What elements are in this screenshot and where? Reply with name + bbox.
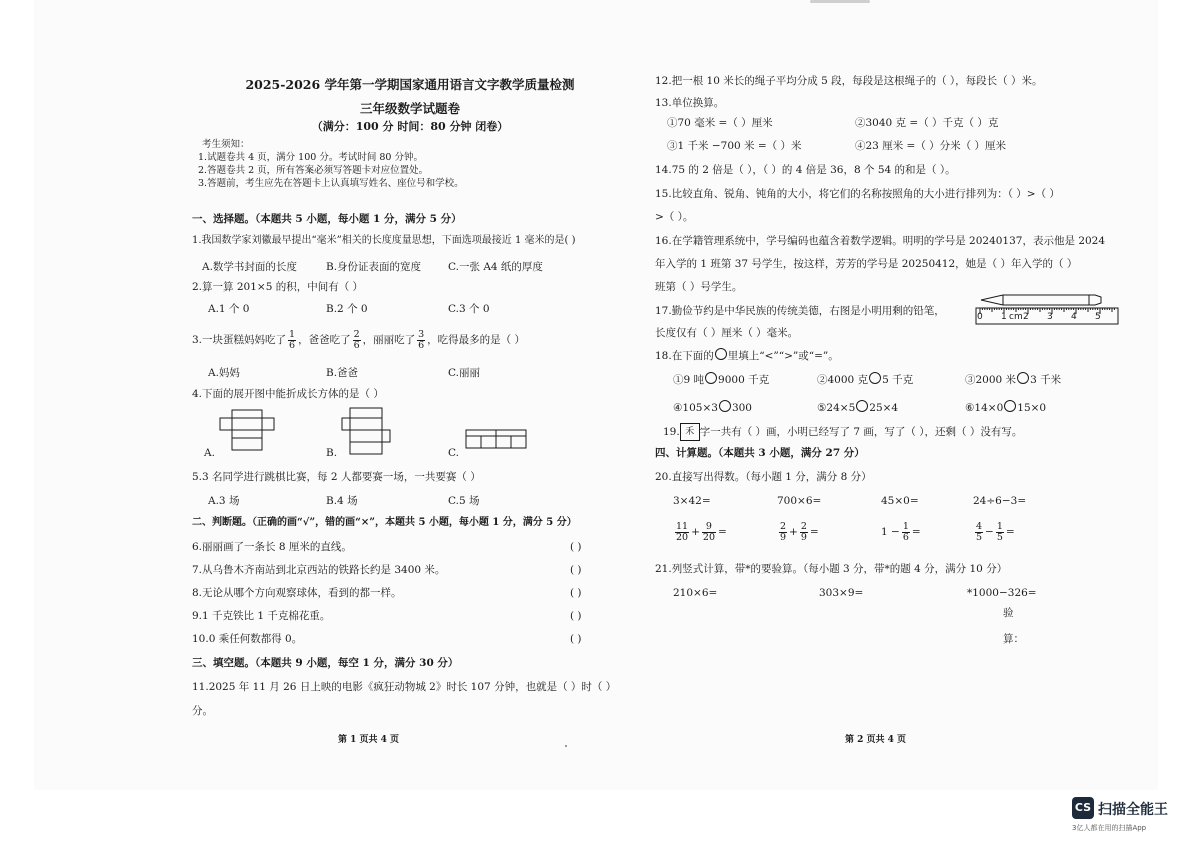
q3-text: ，爸爸吃了 [298,334,351,346]
net-diagram-c [462,428,532,454]
calc-fraction-item: $\frac{2}{9}$ + $\frac{2}{9}$ = [780,520,819,543]
section-choice: 一、选择题。（本题共 5 小题，每小题 1 分，满分 5 分） [192,213,462,225]
section-judge: 二、判断题。（正确的画“√”，错的画“×”，本题共 5 小题，每小题 1 分，满分 5 分） [192,517,577,528]
question-14: 14.75 的 2 倍是（ ），（ ）的 4 倍是 36，8 个 54 的和是（ ）。 [655,164,956,176]
fraction: $\frac{3}{6}$ [418,328,425,351]
pencil-ruler-figure [975,292,1120,326]
q13-item: ②3040 克 =（ ）千克（ ）克 [855,117,999,129]
ruler-label: 1 [1001,312,1007,322]
q3-option-b: B.爸爸 [326,367,359,379]
fraction: $\frac{1}{6}$ [289,328,296,351]
question-18: 18.在下面的 里填上“<”“>”或“=”。 [655,350,839,362]
q3-option-a: A.妈妈 [208,367,240,379]
page-footer: 第 1 页共 4 页 [338,735,400,745]
q3-text: ，丽丽吃了 [362,334,416,346]
question-21: 21.列竖式计算，带*的要验算。（每小题 3 分，带*的题 4 分，满分 10 分） [655,563,1008,575]
q18-item: ②4000 克 5 千克 [817,374,914,386]
scan-speck [565,745,567,747]
calc-item: 3×42= [673,495,711,507]
question-13: 13.单位换算。 [655,97,725,109]
answer-paren: ( ) [570,541,582,553]
vertical-calc-item: 210×6= [673,587,718,599]
circle-blank-icon [856,400,868,412]
q13-item: ①70 毫米 =（ ）厘米 [667,117,773,129]
q1-option-b: B.身份证表面的宽度 [326,261,422,273]
exam-info: （满分：100 分 时间：80 分钟 闭卷） [311,120,509,133]
question-17: 17.勤俭节约是中华民族的传统美德，右图是小明用剩的铅笔， [655,305,945,317]
question-19: 19. 禾 字一共有（ ）画，小明已经写了 7 画，写了（ ），还剩（ ）没有写。 [663,422,1022,442]
q3-text: 3.一块蛋糕妈妈吃了 [192,334,287,346]
circle-blank-icon [715,348,727,360]
q5-option-a: A.3 场 [208,495,240,507]
section-calc: 四、计算题。（本题共 3 小题，满分 27 分） [655,447,865,459]
ruler-unit: cm [1009,312,1023,322]
notice-line: 1.试题卷共 4 页，满分 100 分。考试时间 80 分钟。 [198,152,423,163]
question-11-end: 分。 [192,705,213,717]
vertical-calc-item: 303×9= [819,587,864,599]
q3-text: ，吃得最多的是（ ） [427,334,526,346]
question-11: 11.2025 年 11 月 26 日上映的电影《疯狂动物城 2》时长 107 分钟，也就是（ ）时（ ） [192,681,617,693]
ruler-label: 4 [1071,312,1077,322]
question-2: 2.算一算 201×5 的积，中间有（ ） [192,281,364,293]
notice-line: 2.答题卷共 2 页，所有答案必须写答题卡对应位置处。 [198,165,429,176]
q2-option-b: B.2 个 0 [326,303,368,315]
judge-item: 8.无论从哪个方向观察球体，看到的都一样。 [192,587,402,599]
question-17-line2: 长度仅有（ ）厘米（ ）毫米。 [655,327,799,339]
q1-option-a: A.数学书封面的长度 [202,261,297,273]
judge-item: 9.1 千克铁比 1 千克棉花重。 [192,610,331,622]
answer-paren: ( ) [570,564,582,576]
circle-blank-icon [1004,400,1016,412]
section-fill: 三、填空题。（本题共 9 小题，每空 1 分，满分 30 分） [192,657,459,669]
ruler-label: 3 [1047,312,1053,322]
ruler-label: 0 [977,312,983,322]
judge-item: 7.从乌鲁木齐南站到北京西站的铁路长约是 3400 米。 [192,564,446,576]
q3-option-c: C.丽丽 [448,367,480,379]
ruler-label: 5 [1095,312,1101,322]
q18-item: ⑥14×0 15×0 [965,402,1047,414]
question-1: 1.我国数学家刘徽最早提出“毫米”相关的长度度量思想，下面选项最接近 1 毫米的是( ) [192,235,576,246]
fraction: $\frac{2}{6}$ [353,328,360,351]
circle-blank-icon [1017,372,1029,384]
q13-item: ③1 千米 −700 米 =（ ）米 [667,140,802,152]
judge-item: 10.0 乘任何数都得 0。 [192,633,303,645]
calc-fraction-item: $\frac{11}{20}$ + $\frac{9}{20}$ = [676,520,727,543]
q2-option-c: C.3 个 0 [448,303,490,315]
net-diagram-b [340,406,400,458]
calc-item: 24÷6−3= [973,495,1027,507]
q5-option-c: C.5 场 [448,495,480,507]
scan-edge-mark [810,0,870,3]
vertical-calc-item: *1000−326= [967,587,1037,599]
answer-paren: ( ) [570,633,582,645]
q18-item: ①9 吨 9000 千克 [673,374,770,386]
question-15-end: >（ ）。 [655,211,694,223]
q4-label-a: A. [204,447,215,459]
question-5: 5.3 名同学进行跳棋比赛，每 2 人都要赛一场，一共要赛（ ） [192,471,481,483]
circle-blank-icon [719,400,731,412]
q4-label-b: B. [326,447,338,459]
calc-item: 700×6= [777,495,822,507]
exam-subtitle: 三年级数学试题卷 [359,101,460,116]
notice-line: 3.答题前，考生应先在答题卡上认真填写姓名、座位号和学校。 [198,178,464,189]
ruler-label: 2 [1023,312,1029,322]
q13-item: ④23 厘米 =（ ）分米（ ）厘米 [855,140,1007,152]
question-4: 4.下面的展开图中能折成长方体的是（ ） [192,388,384,400]
calc-fraction-item: 1 − $\frac{1}{6}$ = [881,520,921,543]
notice-heading: 考生须知： [202,139,250,150]
q1-option-c: C.一张 A4 纸的厚度 [448,261,543,273]
question-15: 15.比较直角、锐角、钝角的大小，将它们的名称按照角的大小进行排列为：（ ）>（ ） [655,188,1060,200]
question-20: 20.直接写出得数。（每小题 1 分，满分 8 分） [655,471,872,483]
calc-fraction-item: $\frac{4}{5}$ − $\frac{1}{5}$ = [976,520,1015,543]
cs-logo-icon: CS [1072,797,1094,819]
circle-blank-icon [705,372,717,384]
calc-item: 45×0= [881,495,919,507]
q2-option-a: A.1 个 0 [208,303,250,315]
question-16-line2: 年入学的 1 班第 37 号学生，按这样，芳芳的学号是 20250412，她是（ ）年入学的（ ） [655,258,1078,270]
circle-blank-icon [869,372,881,384]
q4-label-c: C. [448,447,459,459]
watermark-brand: 扫描全能王 [1098,802,1168,818]
check-label: 验 [1003,607,1014,619]
question-16-line3: 班第（ ）号学生。 [655,281,743,293]
judge-item: 6.丽丽画了一条长 8 厘米的直线。 [192,541,352,553]
question-16: 16.在学籍管理系统中，学号编码也蕴含着数学逻辑。明明的学号是 20240137，表示他是 2024 [655,235,1106,247]
check-label: 算： [1003,633,1024,645]
scanner-watermark [1072,797,1182,837]
question-12: 12.把一根 10 米长的绳子平均分成 5 段，每段是这根绳子的（ ），每段长（ ）米。 [655,75,1043,87]
character-box: 禾 [680,423,700,441]
q5-option-b: B.4 场 [326,495,358,507]
answer-paren: ( ) [570,610,582,622]
question-3 [192,328,525,352]
page-footer: 第 2 页共 4 页 [845,735,907,745]
net-diagram-a [218,408,278,456]
exam-title: 2025-2026 学年第一学期国家通用语言文字教学质量检测 [245,77,575,92]
watermark-tagline: 3亿人都在用的扫描App [1072,824,1147,832]
answer-paren: ( ) [570,587,582,599]
q18-item: ④105×3 300 [673,402,752,414]
q18-item: ⑤24×5 25×4 [817,402,899,414]
q18-item: ③2000 米 3 千米 [965,374,1062,386]
